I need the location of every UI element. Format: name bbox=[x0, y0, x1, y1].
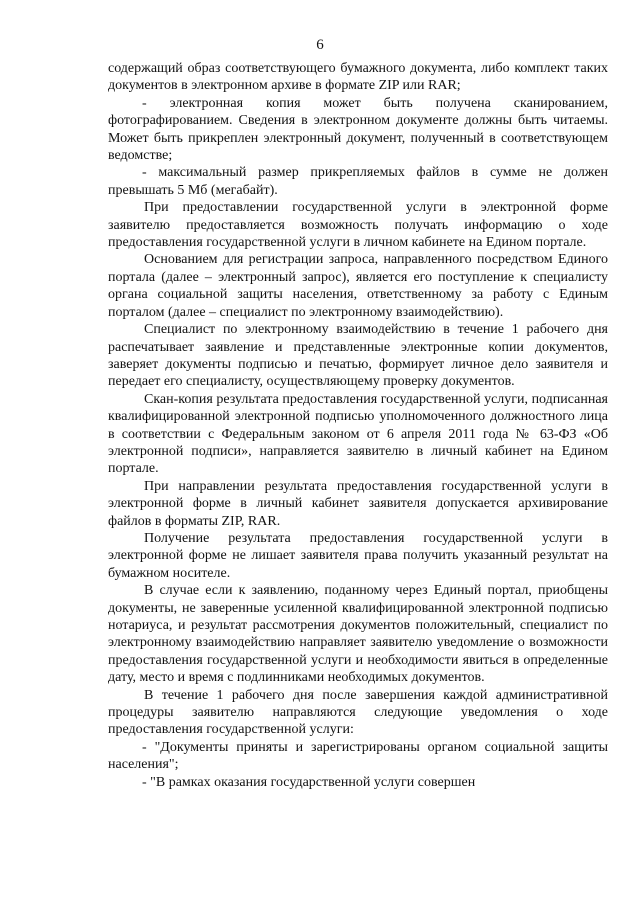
paragraph: содержащий образ соответствующего бумажного документа, либо комплект таких документов в электронном архиве в формате ZIP или RAR; bbox=[108, 61, 608, 94]
paragraph: Специалист по электронному взаимодействию в течение 1 рабочего дня распечатывает заявление и представленные электронные копии документов, заверяет документы подписью и печатью, формирует личное дело заявителя и передает его специалисту, осуществляющему проверку документов. bbox=[108, 322, 608, 390]
list-item: - максимальный размер прикрепляемых файлов в сумме не должен превышать 5 Мб (мегабайт). bbox=[108, 165, 608, 198]
paragraph: В случае если к заявлению, поданному через Единый портал, приобщены документы, не заверенные усиленной квалифицированной электронной подписью нотариуса, и результат рассмотрения документов положительный, специалист по электронному взаимодействию направляет заявителю уведомление о возможности предоставления государственной услуги и необходимости явиться в определенные дату, место и время с подлинниками необходимых документов. bbox=[108, 583, 608, 686]
list-item: - электронная копия может быть получена сканированием, фотографированием. Сведения в электронном документе должны быть читаемы. Может быть прикреплен электронный документ, полученный в соответствующем ведомстве; bbox=[108, 95, 608, 164]
paragraph: При предоставлении государственной услуги в электронной форме заявителю предоставляется возможность получать информацию о ходе предоставления государственной услуги в личном кабинете на Едином портале. bbox=[108, 200, 608, 251]
list-item: - "В рамках оказания государственной услуги совершен bbox=[142, 774, 476, 790]
document-body bbox=[108, 60, 608, 791]
page-number: 6 bbox=[316, 37, 324, 53]
paragraph: В течение 1 рабочего дня после завершения каждой административной процедуры заявителю направляются следующие уведомления о ходе предоставления государственной услуги: bbox=[108, 687, 608, 738]
paragraph: Получение результата предоставления государственной услуги в электронной форме не лишает заявителя права получить указанный результат на бумажном носителе. bbox=[108, 530, 608, 581]
paragraph: Основанием для регистрации запроса, направленного посредством Единого портала (далее – электронный запрос), является его поступление к специалисту органа социальной защиты населения, ответственному за работу с Единым порталом (далее – специалист по электронному взаимодействию). bbox=[108, 252, 608, 320]
paragraph: Скан-копия результата предоставления государственной услуги, подписанная квалифицированной электронной подписью уполномоченного должностного лица в соответствии с Федеральным законом от 6 апреля 2011 года № 63-ФЗ «Об электронной подписи», направляется заявителю в личный кабинет на Едином портале. bbox=[108, 391, 608, 477]
list-item: - "Документы приняты и зарегистрированы органом социальной защиты населения"; bbox=[108, 739, 608, 773]
paragraph: При направлении результата предоставления государственной услуги в электронной форме в личный кабинет заявителя допускается архивирование файлов в форматы ZIP, RAR. bbox=[108, 478, 608, 529]
